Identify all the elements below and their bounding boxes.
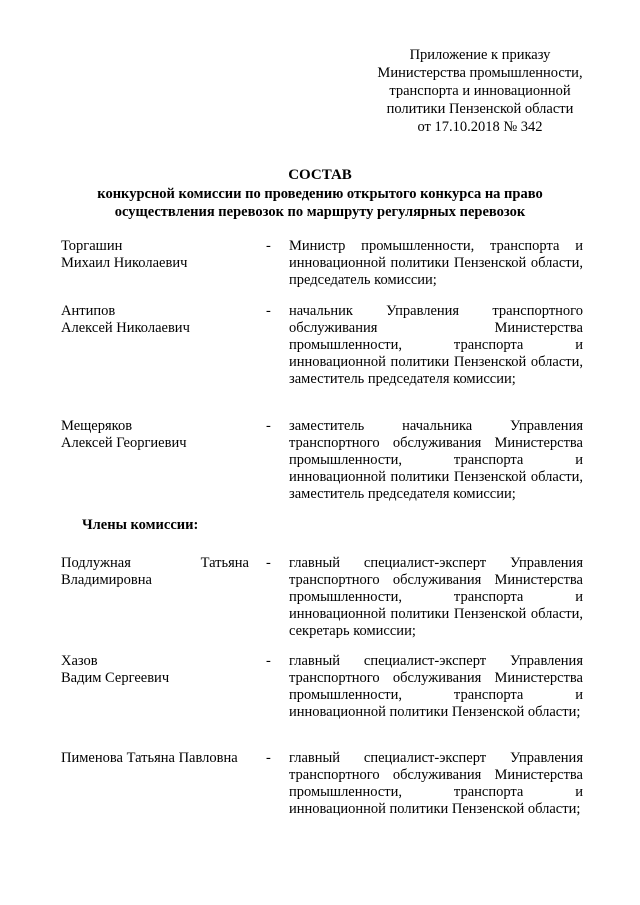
annex-line: Приложение к приказу <box>409 47 551 63</box>
annex-date-number: от 17.10.2018 № 342 <box>417 119 543 135</box>
document-heading <box>40 166 600 221</box>
annex-line: транспорта и инновационной <box>389 83 571 99</box>
separator-dash: - <box>266 303 271 319</box>
member-given-name: Михаил Николаевич <box>61 255 188 271</box>
member-surname: Антипов <box>61 303 116 319</box>
separator-dash: - <box>266 750 271 766</box>
separator-dash: - <box>266 653 271 669</box>
member-role: главный специалист-эксперт Управления транспортного обслуживания Министерства промышленности, транспорта и инновационной политики Пензенской области, секретарь комиссии; <box>289 555 583 639</box>
member-given-name: Алексей Георгиевич <box>61 435 187 451</box>
member-name <box>61 750 249 767</box>
document-subtitle: осуществления перевозок по маршруту регулярных перевозок <box>114 204 526 220</box>
member-name <box>61 555 249 589</box>
member-role: главный специалист-эксперт Управления транспортного обслуживания Министерства промышленности, транспорта и инновационной политики Пензенской области; <box>289 750 583 817</box>
member-surname: Хазов <box>61 653 98 669</box>
member-surname: Подлужная <box>61 555 131 571</box>
separator-dash: - <box>266 238 271 254</box>
member-surname: Торгашин <box>61 238 123 254</box>
member-name <box>61 238 249 272</box>
document-title: СОСТАВ <box>288 167 352 183</box>
annex-line: политики Пензенской области <box>386 101 574 117</box>
separator-dash: - <box>266 555 271 571</box>
member-given-name: Алексей Николаевич <box>61 320 190 336</box>
member-full-name: Пименова Татьяна Павловна <box>61 750 238 766</box>
member-given-name: Татьяна <box>200 555 249 571</box>
member-surname: Мещеряков <box>61 418 133 434</box>
annex-line: Министерства промышленности, <box>377 65 583 81</box>
member-role: Министр промышленности, транспорта и инновационной политики Пензенской области, председатель комиссии; <box>289 238 583 288</box>
member-name <box>61 418 249 452</box>
member-given-name: Вадим Сергеевич <box>61 670 170 686</box>
member-role: заместитель начальника Управления транспортного обслуживания Министерства промышленности, транспорта и инновационной политики Пензенской области, заместитель председателя комиссии; <box>289 418 583 502</box>
members-section-heading: Члены комиссии: <box>82 517 199 533</box>
separator-dash: - <box>266 418 271 434</box>
member-name <box>61 303 249 337</box>
member-role: начальник Управления транспортного обслуживания Министерства промышленности, транспорта и инновационной политики Пензенской области, заместитель председателя комиссии; <box>289 303 583 387</box>
annex-block <box>330 46 630 136</box>
member-role: главный специалист-эксперт Управления транспортного обслуживания Министерства промышленности, транспорта и инновационной политики Пензенской области; <box>289 653 583 720</box>
member-patronymic: Владимировна <box>61 572 152 588</box>
document-subtitle: конкурсной комиссии по проведению открытого конкурса на право <box>97 186 543 202</box>
member-name <box>61 653 249 687</box>
